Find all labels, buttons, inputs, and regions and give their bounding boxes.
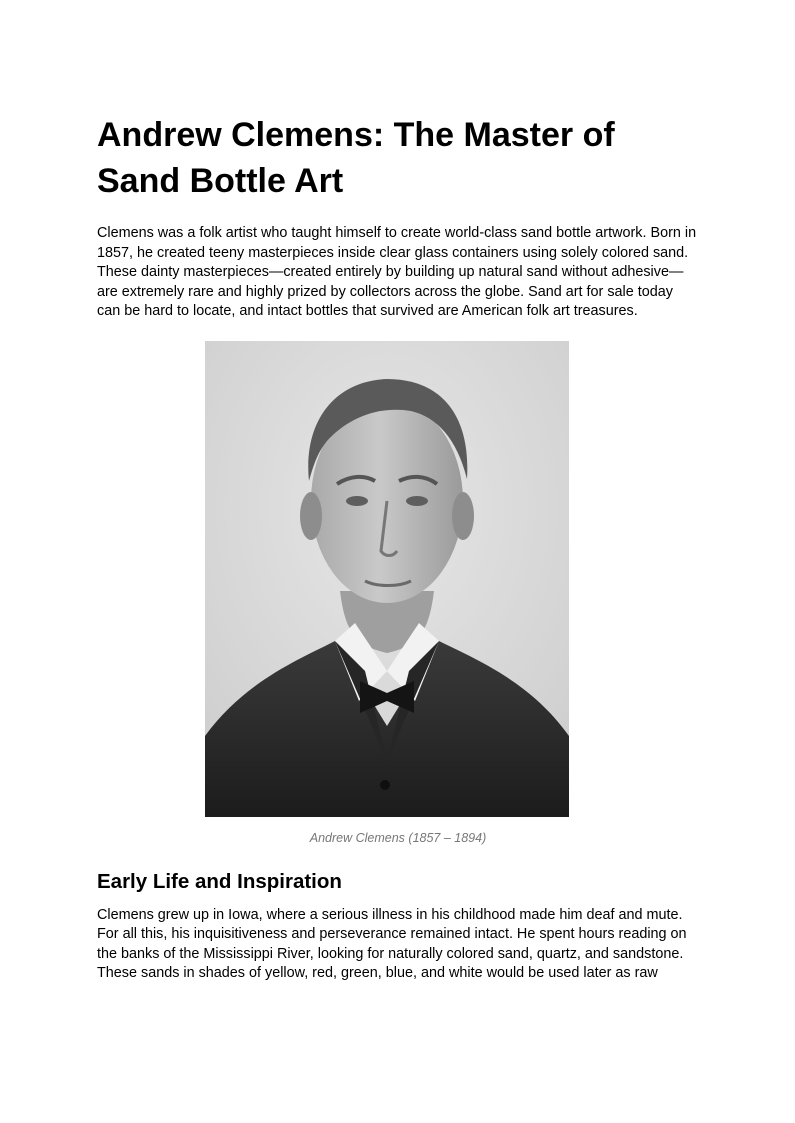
article-title: Andrew Clemens: The Master of Sand Bottle Art bbox=[97, 116, 615, 200]
article bbox=[97, 112, 699, 984]
portrait-caption: Andrew Clemens (1857 – 1894) bbox=[309, 830, 487, 845]
intro-paragraph: Clemens was a folk artist who taught himself to create world-class sand bottle artwork. Born in 1857, he created teeny masterpieces inside clear glass containers using solely colored sand. These dainty masterpieces—created entirely by building up natural sand without adhesive—are extremely rare and highly prized by collectors across the globe. Sand art for sale today can be hard to locate, and intact bottles that survived are American folk art treasures. bbox=[97, 225, 697, 319]
section-heading: Early Life and Inspiration bbox=[97, 869, 342, 893]
section-paragraph: Clemens grew up in Iowa, where a serious illness in his childhood made him deaf and mute. For all this, his inquisitiveness and perseverance remained intact. He spent hours reading on the banks of the Mississippi River, looking for naturally colored sand, quartz, and sandstone. These sands in shades of yellow, red, green, blue, and white would be used later as raw bbox=[97, 906, 687, 981]
portrait-photo bbox=[205, 341, 569, 817]
